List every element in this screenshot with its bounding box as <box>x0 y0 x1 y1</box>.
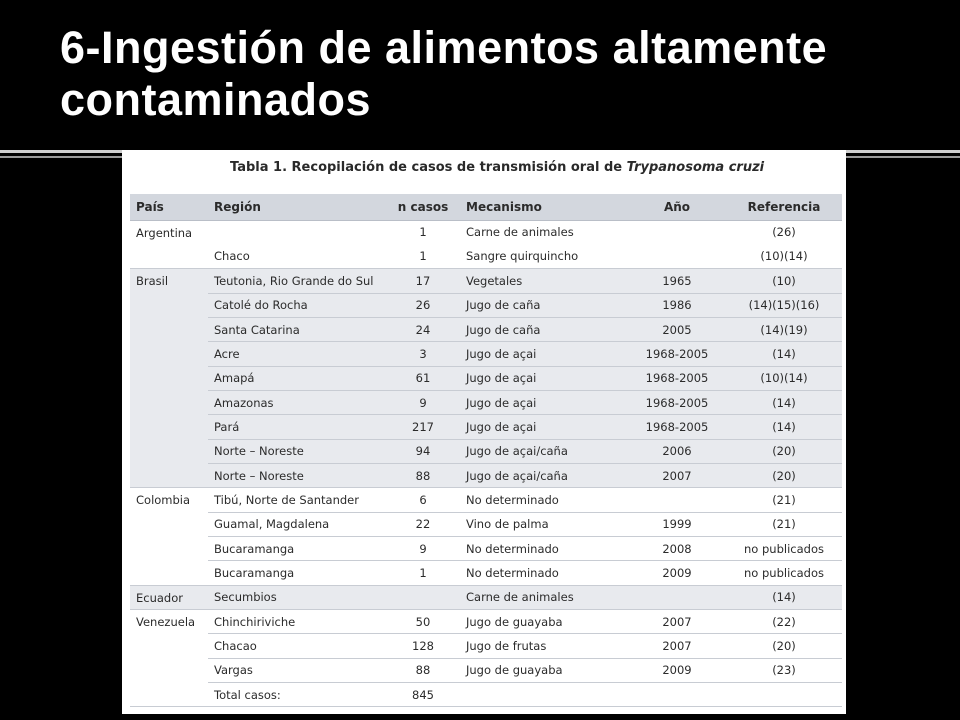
cell-mecanismo: No determinado <box>460 488 628 512</box>
cell-n-casos: 1 <box>386 561 460 585</box>
table-caption <box>230 160 764 180</box>
table-row <box>130 293 842 317</box>
cell-ano: 2006 <box>628 439 726 463</box>
cell-n-casos: 3 <box>386 342 460 366</box>
header-ano: Año <box>628 194 726 220</box>
cell-ano <box>628 244 726 268</box>
cell-referencia: (14)(19) <box>726 317 842 341</box>
cell-region: Guamal, Magdalena <box>208 512 386 536</box>
cell-mecanismo: Jugo de caña <box>460 317 628 341</box>
cell-ano: 2009 <box>628 561 726 585</box>
cell-region: Secumbios <box>208 585 386 609</box>
country-group-colombia <box>130 488 842 585</box>
cell-referencia: (22) <box>726 610 842 634</box>
cell-referencia: (21) <box>726 488 842 512</box>
cell-referencia <box>726 683 842 707</box>
country-group-brasil <box>130 269 842 488</box>
cell-referencia: (21) <box>726 512 842 536</box>
header-mecanismo: Mecanismo <box>460 194 628 220</box>
cell-n-casos <box>386 585 460 609</box>
cell-n-casos: 845 <box>386 683 460 707</box>
table-row <box>130 683 842 707</box>
cell-mecanismo: No determinado <box>460 561 628 585</box>
cell-region: Amapá <box>208 366 386 390</box>
country-group-venezuela <box>130 610 842 707</box>
table-row <box>130 244 842 268</box>
country-group-ecuador <box>130 585 842 609</box>
table-row <box>130 366 842 390</box>
cell-ano: 1986 <box>628 293 726 317</box>
table-caption-prefix: Tabla 1. Recopilación de casos de transmisión oral de <box>230 160 627 175</box>
cell-country: Argentina <box>130 220 208 269</box>
country-group-argentina <box>130 220 842 269</box>
cell-region: Norte – Noreste <box>208 439 386 463</box>
cell-ano: 1968-2005 <box>628 366 726 390</box>
cell-mecanismo: Jugo de guayaba <box>460 658 628 682</box>
cell-ano: 2009 <box>628 658 726 682</box>
cell-referencia: (14) <box>726 390 842 414</box>
cell-ano <box>628 683 726 707</box>
cell-ano: 1965 <box>628 269 726 293</box>
cell-mecanismo: Carne de animales <box>460 585 628 609</box>
header-pais: País <box>130 194 208 220</box>
cell-country: Brasil <box>130 269 208 488</box>
cell-mecanismo: Jugo de frutas <box>460 634 628 658</box>
slide-title-line-1: 6-Ingestión de alimentos altamente <box>60 22 828 73</box>
cell-n-casos: 9 <box>386 390 460 414</box>
cell-referencia: (14) <box>726 415 842 439</box>
cell-ano: 1968-2005 <box>628 342 726 366</box>
cell-region: Pará <box>208 415 386 439</box>
table-row <box>130 561 842 585</box>
header-referencia: Referencia <box>726 194 842 220</box>
table-header <box>130 194 842 220</box>
cell-referencia: (14) <box>726 585 842 609</box>
cell-region: Bucaramanga <box>208 536 386 560</box>
cell-referencia: no publicados <box>726 536 842 560</box>
cell-n-casos: 9 <box>386 536 460 560</box>
cell-mecanismo: Jugo de açai/caña <box>460 463 628 487</box>
cell-ano: 1968-2005 <box>628 390 726 414</box>
cell-mecanismo: Jugo de açai <box>460 390 628 414</box>
cell-referencia: no publicados <box>726 561 842 585</box>
cell-referencia: (23) <box>726 658 842 682</box>
cell-region: Santa Catarina <box>208 317 386 341</box>
slide-title-line-2: contaminados <box>60 74 372 125</box>
cell-referencia: (26) <box>726 220 842 244</box>
cell-n-casos: 50 <box>386 610 460 634</box>
cell-region: Chaco <box>208 244 386 268</box>
table-row <box>130 585 842 609</box>
table-row <box>130 658 842 682</box>
cell-mecanismo: Vegetales <box>460 269 628 293</box>
table-row <box>130 463 842 487</box>
cell-mecanismo: Vino de palma <box>460 512 628 536</box>
cell-n-casos: 88 <box>386 463 460 487</box>
cases-table <box>130 194 842 707</box>
cell-ano <box>628 220 726 244</box>
cell-n-casos: 22 <box>386 512 460 536</box>
table-row <box>130 512 842 536</box>
table-row <box>130 488 842 512</box>
cell-n-casos: 88 <box>386 658 460 682</box>
cell-region: Chinchiriviche <box>208 610 386 634</box>
cell-mecanismo: Jugo de açai <box>460 415 628 439</box>
cell-region: Norte – Noreste <box>208 463 386 487</box>
cell-country: Colombia <box>130 488 208 585</box>
cell-n-casos: 6 <box>386 488 460 512</box>
cell-n-casos: 24 <box>386 317 460 341</box>
cell-region: Chacao <box>208 634 386 658</box>
cell-mecanismo: No determinado <box>460 536 628 560</box>
cell-ano <box>628 488 726 512</box>
header-region: Región <box>208 194 386 220</box>
table-row <box>130 415 842 439</box>
cell-ano: 2007 <box>628 463 726 487</box>
cell-region: Acre <box>208 342 386 366</box>
cell-referencia: (10)(14) <box>726 366 842 390</box>
cell-mecanismo <box>460 683 628 707</box>
cell-region <box>208 220 386 244</box>
cell-ano <box>628 585 726 609</box>
cell-n-casos: 128 <box>386 634 460 658</box>
header-row <box>130 194 842 220</box>
cell-n-casos: 1 <box>386 244 460 268</box>
cell-referencia: (14) <box>726 342 842 366</box>
cell-region: Teutonia, Rio Grande do Sul <box>208 269 386 293</box>
cell-region: Catolé do Rocha <box>208 293 386 317</box>
cell-referencia: (20) <box>726 439 842 463</box>
cell-mecanismo: Jugo de açai/caña <box>460 439 628 463</box>
cell-mecanismo: Carne de animales <box>460 220 628 244</box>
header-n-casos: n casos <box>386 194 460 220</box>
cell-region: Vargas <box>208 658 386 682</box>
cell-referencia: (14)(15)(16) <box>726 293 842 317</box>
cell-mecanismo: Jugo de açai <box>460 342 628 366</box>
cell-n-casos: 17 <box>386 269 460 293</box>
cell-n-casos: 217 <box>386 415 460 439</box>
table-row <box>130 536 842 560</box>
table-row <box>130 342 842 366</box>
cell-ano: 1999 <box>628 512 726 536</box>
cell-region: Total casos: <box>208 683 386 707</box>
cell-n-casos: 94 <box>386 439 460 463</box>
cell-mecanismo: Jugo de caña <box>460 293 628 317</box>
cell-country: Venezuela <box>130 610 208 707</box>
cell-country: Ecuador <box>130 585 208 609</box>
table-row <box>130 317 842 341</box>
cell-n-casos: 61 <box>386 366 460 390</box>
table-row <box>130 439 842 463</box>
cell-region: Bucaramanga <box>208 561 386 585</box>
cell-region: Tibú, Norte de Santander <box>208 488 386 512</box>
cell-ano: 2007 <box>628 610 726 634</box>
table-caption-species: Trypanosoma cruzi <box>626 160 765 175</box>
cell-ano: 2005 <box>628 317 726 341</box>
cell-ano: 2008 <box>628 536 726 560</box>
cell-ano: 2007 <box>628 634 726 658</box>
cell-n-casos: 1 <box>386 220 460 244</box>
table-row <box>130 220 842 244</box>
cell-referencia: (10)(14) <box>726 244 842 268</box>
cell-referencia: (20) <box>726 634 842 658</box>
cell-mecanismo: Jugo de guayaba <box>460 610 628 634</box>
cell-ano: 1968-2005 <box>628 415 726 439</box>
table-row <box>130 269 842 293</box>
cell-n-casos: 26 <box>386 293 460 317</box>
cell-region: Amazonas <box>208 390 386 414</box>
table-row <box>130 390 842 414</box>
cell-mecanismo: Sangre quirquincho <box>460 244 628 268</box>
cell-referencia: (10) <box>726 269 842 293</box>
table-row <box>130 610 842 634</box>
cell-mecanismo: Jugo de açai <box>460 366 628 390</box>
table-figure <box>122 150 846 714</box>
table-row <box>130 634 842 658</box>
slide-title <box>60 22 940 126</box>
cell-referencia: (20) <box>726 463 842 487</box>
